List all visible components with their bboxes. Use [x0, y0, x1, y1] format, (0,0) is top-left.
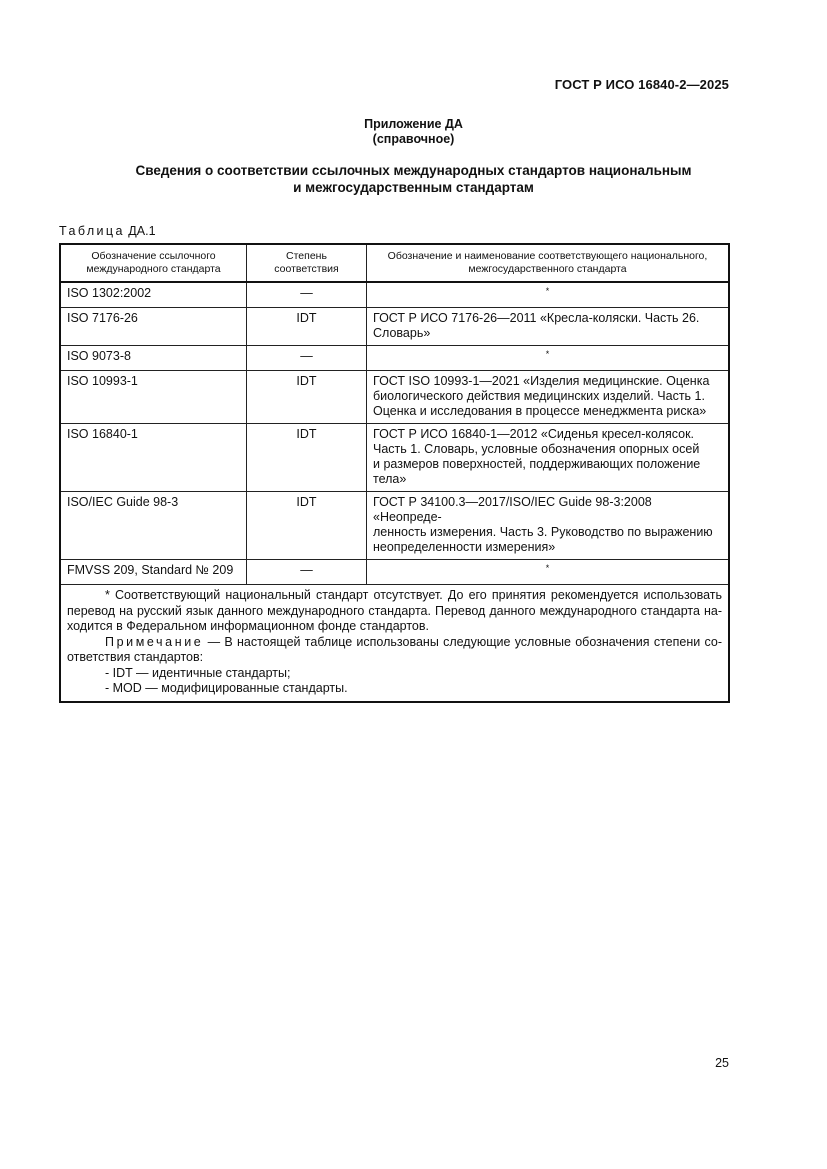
cell-line: тела» [373, 472, 407, 486]
standards-table [59, 243, 730, 703]
cell-line: Словарь» [373, 326, 431, 340]
cell-standard: ISO 7176-26 [60, 308, 247, 346]
section-title-line: и межгосударственным стандартам [293, 180, 534, 195]
table-row [60, 308, 729, 346]
table-row [60, 282, 729, 308]
cell-degree: IDT [247, 371, 367, 424]
cell-standard: ISO 9073-8 [60, 346, 247, 371]
cell-national [367, 308, 730, 346]
cell-degree: IDT [247, 424, 367, 492]
table-row [60, 346, 729, 371]
note-label: Примечание [105, 634, 204, 649]
cell-line: биологического действия медицинских изделий. Часть 1. [373, 389, 705, 403]
section-title [0, 162, 827, 196]
cell-standard: ISO 1302:2002 [60, 282, 247, 308]
table-notes [60, 585, 729, 702]
cell-line: ГОСТ Р ИСО 7176-26—2011 «Кресла-коляски. Часть 26. [373, 311, 700, 325]
cell-line: Оценка и исследования в процессе менеджмента риска» [373, 404, 707, 418]
table-header-row [60, 244, 729, 282]
cell-line: и размеров поверхностей, поддерживающих положение [373, 457, 701, 471]
footnote-line: перевод на русский язык данного международного стандарта. Перевод данного международного стандарта на- [67, 603, 722, 618]
cell-line: неопределенности измерения» [373, 540, 556, 554]
table-row [60, 560, 729, 585]
cell-line: ГОСТ Р 34100.3—2017/ISO/IEC Guide 98-3:2008 «Неопреде- [373, 495, 652, 524]
cell-standard: ISO/IEC Guide 98-3 [60, 492, 247, 560]
table-row [60, 492, 729, 560]
table-caption [59, 224, 156, 238]
header-text: международного стандарта [86, 263, 221, 275]
cell-line: ленность измерения. Часть 3. Руководство по выражению [373, 525, 713, 539]
document-code: ГОСТ Р ИСО 16840-2—2025 [554, 77, 729, 92]
footnote-line: * Соответствующий национальный стандарт отсутствует. До его принятия рекомендуется использовать [105, 588, 722, 602]
appendix-heading [0, 117, 827, 147]
table-caption-word: Таблица [59, 224, 125, 238]
cell-line: Часть 1. Словарь, условные обозначения опорных осей [373, 442, 700, 456]
cell-line: ГОСТ Р ИСО 16840-1—2012 «Сиденья кресел-колясок. [373, 427, 695, 441]
header-text: Обозначение и наименование соответствующего национального, [387, 250, 708, 262]
cell-degree: — [247, 560, 367, 585]
section-title-line: Сведения о соответствии ссылочных международных стандартов национальным [135, 163, 692, 178]
header-text: межгосударственного стандарта [468, 263, 627, 275]
cell-national [367, 424, 730, 492]
legend-item: - IDT — идентичные стандарты; [105, 665, 291, 680]
header-text: соответствия [274, 263, 339, 275]
table-notes-row [60, 585, 729, 702]
table-caption-number: ДА.1 [128, 224, 156, 238]
cell-national: * [367, 346, 730, 371]
header-text: Степень [286, 250, 327, 262]
cell-degree: — [247, 282, 367, 308]
cell-line: ГОСТ ISO 10993-1—2021 «Изделия медицинские. Оценка [373, 374, 710, 388]
table-row [60, 371, 729, 424]
cell-national: * [367, 560, 730, 585]
header-degree [247, 244, 367, 282]
cell-national [367, 492, 730, 560]
cell-standard: FMVSS 209, Standard № 209 [60, 560, 247, 585]
appendix-title: Приложение ДА [364, 117, 463, 131]
header-national-standard [367, 244, 730, 282]
header-text: Обозначение ссылочного [91, 250, 216, 262]
header-reference-standard [60, 244, 247, 282]
table-row [60, 424, 729, 492]
footnote [67, 588, 722, 635]
page-number: 25 [715, 1056, 729, 1070]
cell-degree: IDT [247, 308, 367, 346]
cell-standard: ISO 16840-1 [60, 424, 247, 492]
cell-degree: — [247, 346, 367, 371]
cell-national: * [367, 282, 730, 308]
cell-standard: ISO 10993-1 [60, 371, 247, 424]
note-text: — В настоящей таблице использованы следующие условные обозначения степени со- [203, 634, 722, 649]
footnote-line: ходится в Федеральном информационном фонде стандартов. [67, 619, 429, 633]
legend-item: - MOD — модифицированные стандарты. [105, 681, 348, 695]
cell-national [367, 371, 730, 424]
note [67, 635, 722, 666]
cell-degree: IDT [247, 492, 367, 560]
appendix-subtitle: (справочное) [372, 132, 455, 146]
note-text: ответствия стандартов: [67, 650, 204, 664]
